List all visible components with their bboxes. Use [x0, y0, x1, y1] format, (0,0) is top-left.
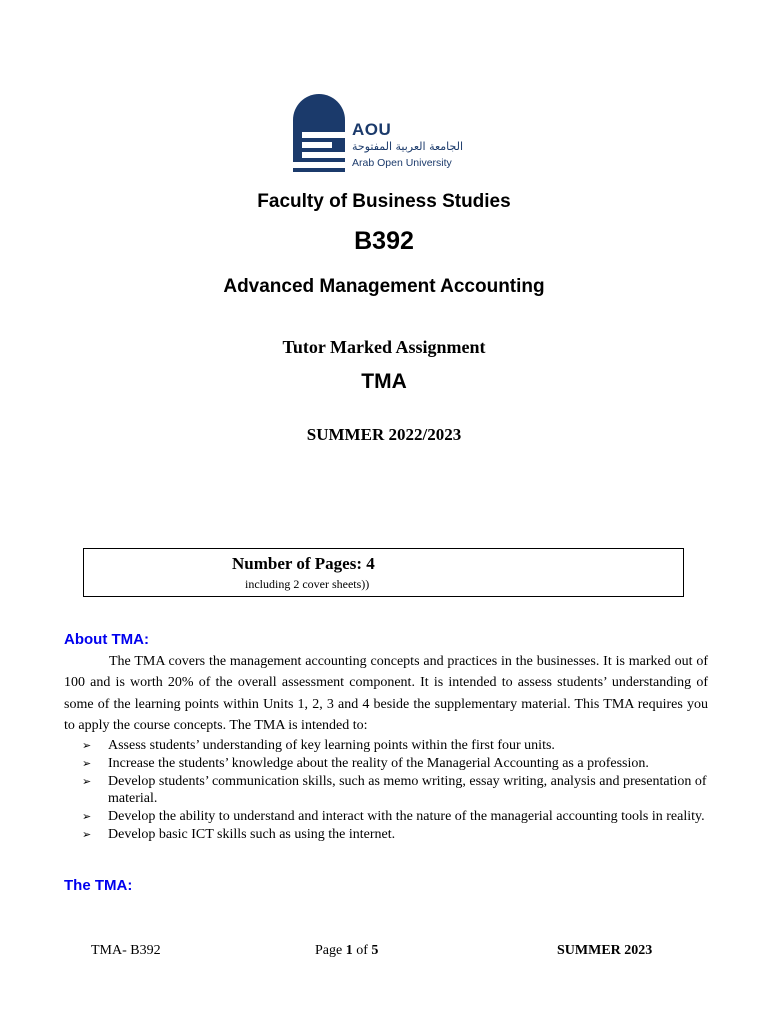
footer-course-ref: TMA- B392 — [91, 943, 161, 958]
semester-label: SUMMER 2022/2023 — [306, 425, 462, 444]
list-item-text: Develop students’ communication skills, such as memo writing, essay writing, analysis and presentation of material. — [108, 773, 707, 807]
page-current: 1 — [345, 943, 353, 958]
course-title: Advanced Management Accounting — [223, 276, 545, 297]
assignment-label: Tutor Marked Assignment — [282, 337, 486, 357]
number-of-pages-note: including 2 cover sheets)) — [245, 577, 370, 591]
list-item-text: Develop the ability to understand and interact with the nature of the managerial accounting tools in reality. — [108, 809, 705, 825]
page-total: 5 — [371, 943, 379, 958]
list-item — [82, 826, 712, 844]
list-item — [82, 737, 712, 755]
course-code: B392 — [354, 227, 414, 255]
list-item-text: Assess students’ understanding of key learning points within the first four units. — [108, 738, 555, 753]
faculty-title: Faculty of Business Studies — [257, 191, 511, 212]
footer-semester: SUMMER 2023 — [557, 943, 653, 958]
logo-english-name: Arab Open University — [352, 157, 452, 169]
footer-page-number — [315, 943, 378, 959]
arrow-bullet-icon: ➢ — [82, 827, 92, 841]
paragraph-indent — [64, 654, 109, 669]
arrow-bullet-icon: ➢ — [82, 756, 92, 770]
number-of-pages-title: Number of Pages: 4 — [232, 554, 375, 573]
arrow-bullet-icon: ➢ — [82, 774, 92, 788]
list-item — [82, 808, 712, 826]
logo-abbreviation: AOU — [352, 120, 392, 139]
number-of-pages-box — [83, 548, 684, 597]
page-prefix: Page — [315, 943, 346, 958]
about-tma-paragraph — [64, 651, 708, 736]
objectives-list — [82, 737, 712, 844]
assignment-abbreviation: TMA — [361, 370, 407, 393]
arrow-bullet-icon: ➢ — [82, 810, 92, 824]
arrow-bullet-icon: ➢ — [82, 739, 92, 752]
list-item — [82, 755, 712, 773]
about-tma-text: The TMA covers the management accounting concepts and practices in the businesses. It is marked out of 100 and is worth 20% of the overall assessment component. It is intended to assess students’ understanding of some of the learning points within Units 1, 2, 3 and 4 beside the supplementary material. This TMA requires you to apply the course concepts. The TMA is intended to: — [64, 654, 708, 733]
logo-arabic-name: الجامعة العربية المفتوحة — [352, 140, 464, 153]
list-item — [82, 773, 712, 809]
list-item-text: Develop basic ICT skills such as using the internet. — [108, 826, 396, 842]
the-tma-heading: The TMA: — [64, 877, 133, 894]
about-tma-heading: About TMA: — [64, 631, 149, 648]
page-middle: of — [352, 943, 372, 958]
list-item-text: Increase the students’ knowledge about the reality of the Managerial Accounting as a profession. — [108, 755, 649, 771]
